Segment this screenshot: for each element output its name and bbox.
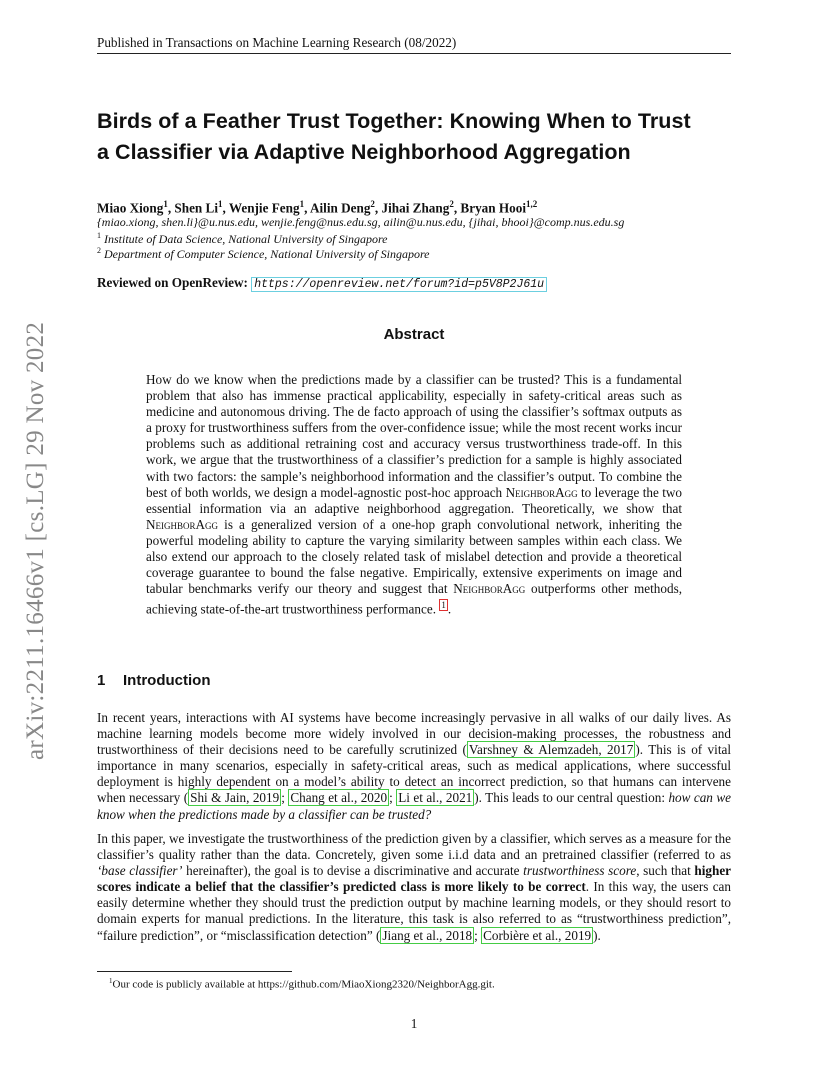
footnote-num: 1 (109, 977, 113, 985)
openreview-link[interactable]: https://openreview.net/forum?id=p5V8P2J61u (251, 277, 547, 292)
paragraph-text: hereinafter), the goal is to devise a discriminative and accurate (186, 863, 520, 879)
bold-text: higher scores indicate a belief that the classifier’s predicted class is more likely to be correct (97, 863, 732, 895)
title-line-1: Birds of a Feather Trust Together: Knowing When to Trust (97, 109, 691, 133)
footnote-rule (97, 971, 292, 972)
citation-link[interactable]: Varshney & Alemzadeh, 2017 (468, 742, 634, 758)
author-list: Miao Xiong$^1$, Shen Li$^1$, Wenjie Feng$^1$, Ailin Deng$^2$, Jihai Zhang$^2$, Bryan Hooi$^{1,2}$ (97, 199, 538, 216)
footnote (97, 977, 495, 991)
arxiv-stamp: arXiv:2211.16466v1 [cs.LG] 29 Nov 2022 (22, 321, 49, 760)
citation-link[interactable]: Chang et al., 2020 (290, 790, 388, 806)
title-line-2: a Classifier via Adaptive Neighborhood Aggregation (97, 140, 631, 164)
author: Ailin Deng (309, 200, 371, 216)
abstract-heading: Abstract (383, 326, 445, 343)
paragraph-text: In recent years, interactions with AI systems have become increasingly pervasive in all walks of our daily lives. As machine learning models become more widely involved in our decision-making processes, the robustness and trustworthiness of their decisions need to be carefully scrutinized ( (97, 710, 731, 758)
aff-text: Department of Computer Science, National University of Singapore (104, 247, 430, 261)
author: Miao Xiong (97, 200, 164, 216)
author-aff: 2 (449, 199, 454, 209)
citation-link[interactable]: Corbière et al., 2019 (483, 927, 592, 943)
abstract-body: How do we know when the predictions made by a classifier can be trusted? This is a fundamental problem that also has immense practical applicability, especially in safety-critical areas such as medicine and autonomous driving. The de facto approach of using the classifier’s softmax outputs as a proxy for trustworthiness suffers from the over-confidence issue; while the most recent works incur problems such as additional retraining cost and accuracy versus trustworthiness trade-off. In this work, we argue that the trustworthiness of a classifier’s prediction for a sample is highly associated with two factors: the sample’s neighborhood information and the classifier’s output. To combine the best of both worlds, we design a model-agnostic post-hoc approach NeighborAgg to leverage the two essential information via an adaptive neighborhood aggregation. Theoretically, we show that NeighborAgg is a generalized version of a one-hop graph convolutional network, inheriting the powerful modeling ability to capture the varying similarity between samples within each class. We also extend our approach to the closely related task of mislabel detection and provide a theoretical coverage guarantee to bound the false negative. Empirically, extensive experiments on image and tabular benchmarks verify our theory and suggest that NeighborAgg outperforms other methods, achieving state-of-the-art trustworthiness performance. $^1$ . (146, 372, 683, 617)
paper-title (97, 106, 747, 168)
paragraph-text: ). This is of vital importance in many scenarios, especially in safety-critical areas, such as medical applications, where successful deployment is highly dependent on a model’s ability to detect an incorrect prediction, so that humans can intervene when necessary ( (97, 742, 731, 806)
review-line (97, 275, 547, 291)
aff-num: 1 (97, 231, 101, 240)
abstract-text: to leverage the two essential information via an adaptive neighborhood aggregation. Theoretically, we show that (146, 484, 683, 516)
paragraph-text: . In this way, the users can easily determine whether they should trust the prediction output by machine learning models, or they should resort to domain experts for manual predictions. In the literature, this task is also referred to as “trustworthiness prediction”, “failure prediction”, or “misclassification detection” ( (97, 879, 731, 943)
footnote-ref-link[interactable]: 1 (441, 600, 446, 611)
method-name: NeighborAgg (505, 484, 578, 500)
header-rule (97, 53, 731, 54)
author: Wenjie Feng (228, 200, 300, 216)
author-emails: {miao.xiong, shen.li}@u.nus.edu, wenjie.feng@nus.edu.sg, ailin@u.nus.edu, {jihai, bhooi}@comp.nus.edu.sg (97, 215, 625, 229)
central-question: how can we know when the predictions made by a classifier can be trusted? (97, 790, 731, 822)
paragraph-text: ). (593, 927, 601, 943)
section-title: Introduction (123, 672, 211, 689)
author: Bryan Hooi (460, 200, 526, 216)
intro-paragraph-1: In recent years, interactions with AI systems have become increasingly pervasive in all walks of our daily lives. As machine learning models become more widely involved in our decision-making processes, the robustness and trustworthiness of their decisions need to be carefully scrutinized ( Varshney & Alemzadeh, 2017 ). This is of vital importance in many scenarios, especially in safety-critical areas, such as medical applications, where successful deployment is highly dependent on a model’s ability to detect an incorrect prediction, so that humans can intervene when necessary ( Shi & Jain, 2019 ; Chang et al., 2020 ; Li et al., 2021 ). This leads to our central question: how can we know when the predictions made by a classifier can be trusted? (97, 710, 731, 822)
method-name: NeighborAgg (453, 581, 526, 597)
author-aff: 1,2 (526, 199, 538, 209)
citation-link[interactable]: Li et al., 2021 (398, 790, 473, 806)
emphasis-text: ‘base classifier’ (97, 863, 183, 879)
emphasis-text: trustworthiness score (523, 863, 637, 879)
abstract-text: How do we know when the predictions made by a classifier can be trusted? This is a fundamental problem that also has immense practical applicability, especially in safety-critical areas such as medicine and autonomous driving. The de facto approach of using the classifier’s softmax outputs as a proxy for trustworthiness suffers from the over-confidence issue; while the most recent works incur problems such as additional retraining cost and accuracy versus trustworthiness trade-off. In this work, we argue that the trustworthiness of a classifier’s prediction for a sample is highly associated with two factors: the sample’s neighborhood information and the classifier’s output. To combine the best of both worlds, we design a model-agnostic post-hoc approach (146, 372, 682, 500)
abstract-text: outperforms other methods, achieving state-of-the-art trustworthiness performance. (146, 581, 683, 617)
paragraph-text: ). This leads to our central question: (474, 790, 665, 806)
review-label: Reviewed on OpenReview: (97, 275, 248, 290)
citation-link[interactable]: Jiang et al., 2018 (382, 927, 473, 943)
method-name: NeighborAgg (146, 516, 219, 532)
section-heading (97, 672, 210, 689)
author-aff: 1 (163, 199, 168, 209)
affiliation-1 (97, 231, 388, 247)
page-number: 1 (410, 1016, 418, 1031)
author-aff: 1 (299, 199, 305, 209)
section-number: 1 (97, 672, 106, 689)
footnote-text: Our code is publicly available at https://github.com/MiaoXiong2320/NeighborAgg.git. (112, 978, 495, 991)
intro-paragraph-2: In this paper, we investigate the trustworthiness of the prediction given by a classifier, which serves as a measure for the classifier’s quality rather than the data. Concretely, given some i.i.d data and an pretrained classifier (referred to as ‘base classifier’ hereinafter), the goal is to devise a discriminative and accurate trustworthiness score, such that higher scores indicate a belief that the classifier’s predicted class is more likely to be correct. In this way, the users can easily determine whether they should trust the prediction output by machine learning models, or they should resort to domain experts for manual predictions. In the literature, this task is also referred to as “trustworthiness prediction”, “failure prediction”, or “misclassification detection” ( Jiang et al., 2018 ; Corbière et al., 2019 ). (97, 831, 732, 943)
journal-header: Published in Transactions on Machine Learning Research (08/2022) (97, 35, 457, 50)
affiliation-2 (97, 246, 430, 262)
paragraph-text: , such that (636, 863, 691, 879)
author-aff: 2 (370, 199, 375, 209)
abstract-text: is a generalized version of a one-hop graph convolutional network, inheriting the powerful modeling ability to capture the varying similarity between samples within each class. We also extend our approach to the closely related task of mislabel detection and provide a theoretical coverage guarantee to bound the false negative. Empirically, extensive experiments on image and tabular benchmarks verify our theory and suggest that (146, 516, 683, 597)
author: Jihai Zhang (381, 200, 450, 216)
aff-num: 2 (97, 246, 101, 255)
citation-link[interactable]: Shi & Jain, 2019 (190, 790, 280, 806)
author-aff: 1 (218, 199, 223, 209)
paragraph-text: In this paper, we investigate the trustworthiness of the prediction given by a classifier, which serves as a measure for the classifier’s quality rather than the data. Concretely, given some i.i.d data and an pretrained classifier (referred to as (97, 831, 731, 863)
author: Shen Li (174, 200, 219, 216)
aff-text: Institute of Data Science, National University of Singapore (104, 232, 388, 246)
